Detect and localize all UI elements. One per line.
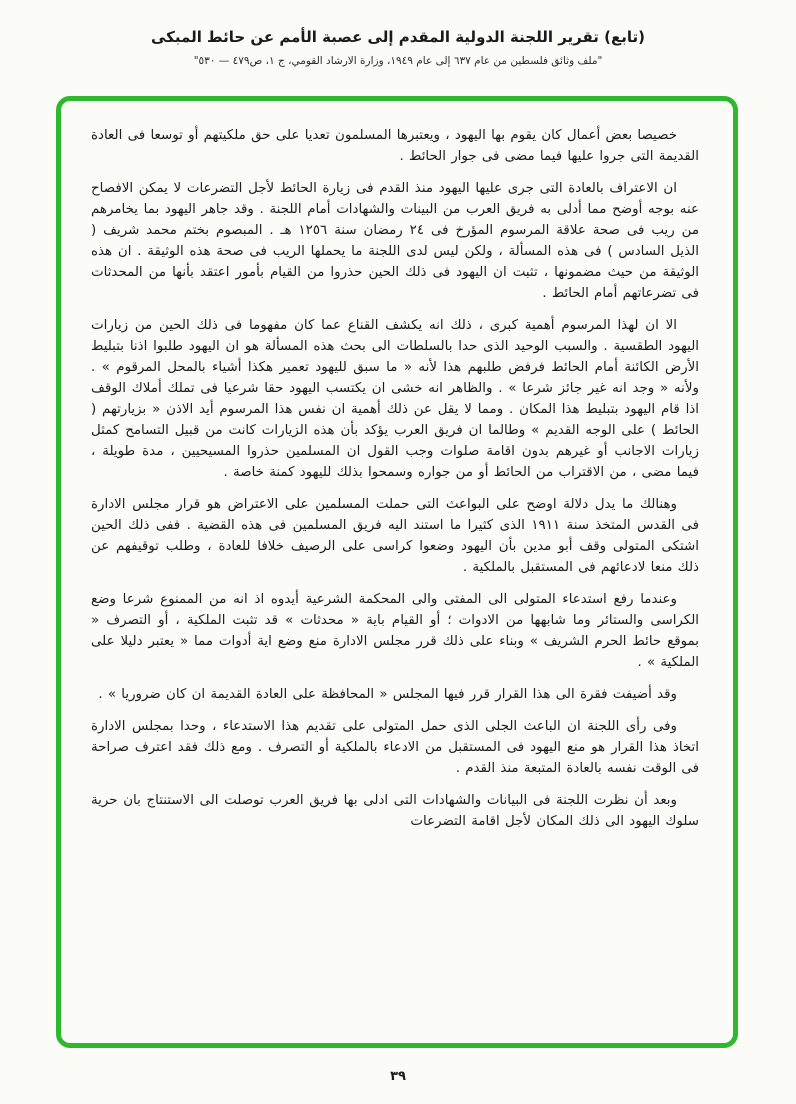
document-subtitle: "ملف وثائق فلسطين من عام ٦٣٧ إلى عام ١٩٤٩، وزارة الارشاد القومي، ج ١، ص٤٧٩ — ٥٣٠" — [193, 55, 603, 67]
highlight-annotation-box — [56, 96, 738, 1048]
paragraph: ان الاعتراف بالعادة التى جرى عليها اليهود منذ القدم فى زيارة الحائط لأجل التضرعات لا يمكن الافصاح عنه بوجه أوضح مما أدلى به فريق العرب من البينات والشهادات أمام اللجنة . وقد جاهر اليهود بما يخامرهم من ريب فى صحة علاقة المرسوم المؤرخ فى ٢٤ رمضان سنة ١٢٥٦ هـ . المبصوم بختم محمد شريف ( الذيل السادس ) فى هذه المسألة ، ولكن ليس لدى اللجنة ما يحملها الريب فى صحة هذه الوثيقة . ان هذه الوثيقة من حيث مضمونها ، تثبت ان اليهود فى ذلك الحين حذروا من القيام بأمور اعتقد بأنها من المحدثات فى تضرعاتهم أمام الحائط . — [91, 181, 699, 301]
paragraph: وفى رأى اللجنة ان الباعث الجلى الذى حمل المتولى على تقديم هذا الاستدعاء ، وحدا بمجلس الادارة اتخاذ هذا القرار هو منع اليهود فى المستقبل من الادعاء بالملكية أو التصرف . ومع ذلك فقد اعترف صراحة فى الوقت نفسه بالعادة المتبعة منذ القدم . — [91, 719, 699, 776]
document-header — [0, 0, 796, 67]
document-body — [91, 125, 699, 832]
paragraph: وبعد أن نظرت اللجنة فى البيانات والشهادات التى ادلى بها فريق العرب توصلت الى الاستنتاج بان حرية سلوك اليهود الى ذلك المكان لأجل اقامة التضرعات — [91, 793, 699, 829]
paragraph: الا ان لهذا المرسوم أهمية كبرى ، ذلك انه يكشف القناع عما كان مفهوما فى ذلك الحين من زيارات اليهود الطقسية . والسبب الوحيد الذى حدا بالسلطات الى بحث هذه المسألة هو ان اليهود طلبوا اذنا بتبليط الأرض الكائنة أمام الحائط فرفض طلبهم هذا لأنه « ما سبق لليهود تعمير هكذا أشياء بالمحل المرقوم » . ولأنه « وجد انه غير جائز شرعا » . والظاهر انه خشى ان يكتسب اليهود حقا شرعيا فى تملك أملاك الوقف اذا قام اليهود بتبليط هذا المكان . ومما لا يقل عن ذلك أهمية ان نفس هذا المرسوم أيد الاذن « بزيارتهم ( الحائط ) على الوجه القديم » وطالما ان فريق العرب يؤكد بأن هذه الزيارات كانت من قبيل التسامح كمثل زيارات الاجانب أو غيرهم بدون اقامة صلوات وجب القول ان المسلمين حذروا المسيحيين ، مدة طويلة ، فيما مضى ، من الاقتراب من الحائط أو من جواره وسمحوا بذلك لليهود كمنة خاصة . — [91, 318, 699, 480]
page-number: ٣٩ — [390, 1069, 406, 1084]
paragraph: وعندما رفع استدعاء المتولى الى المفتى والى المحكمة الشرعية أيدوه اذ انه من الممنوع شرعا وضع الكراسى والستائر وما شابهها من الادوات ؛ أو القيام باية « محدثات » قد تثبت الملكية ، أو التصرف « بموقع حائط الحرم الشريف » وبناء على ذلك قرر مجلس الادارة منع وضع اية أدوات مما « يعتبر دليلا على الملكية » . — [91, 592, 699, 670]
document-title: (تابع) تقرير اللجنة الدولية المقدم إلى عصبة الأمم عن حائط المبكى — [150, 28, 645, 46]
paragraph-continuation: خصيصا بعض أعمال كان يقوم بها اليهود ، ويعتبرها المسلمون تعديا على حق ملكيتهم أو توسعا فى العادة القديمة التى جروا عليها فيما مضى فى جوار الحائط . — [91, 128, 699, 164]
paragraph: وقد أضيفت فقرة الى هذا القرار قرر فيها المجلس « المحافظة على العادة القديمة ان كان ضروريا » . — [98, 687, 677, 702]
paragraph: وهنالك ما يدل دلالة اوضح على البواعث التى حملت المسلمين على الاعتراض هو قرار مجلس الادارة فى القدس المتخذ سنة ١٩١١ الذى كثيرا ما استند اليه فريق المسلمين فى هذه القضية . ففى ذلك الحين اشتكى المتولى وقف أبو مدين بأن اليهود وضعوا كراسى على الرصيف خلافا للعادة ، وطلب توقيفهم عن ذلك منعا لادعائهم فى المستقبل بالملكية . — [91, 497, 699, 575]
